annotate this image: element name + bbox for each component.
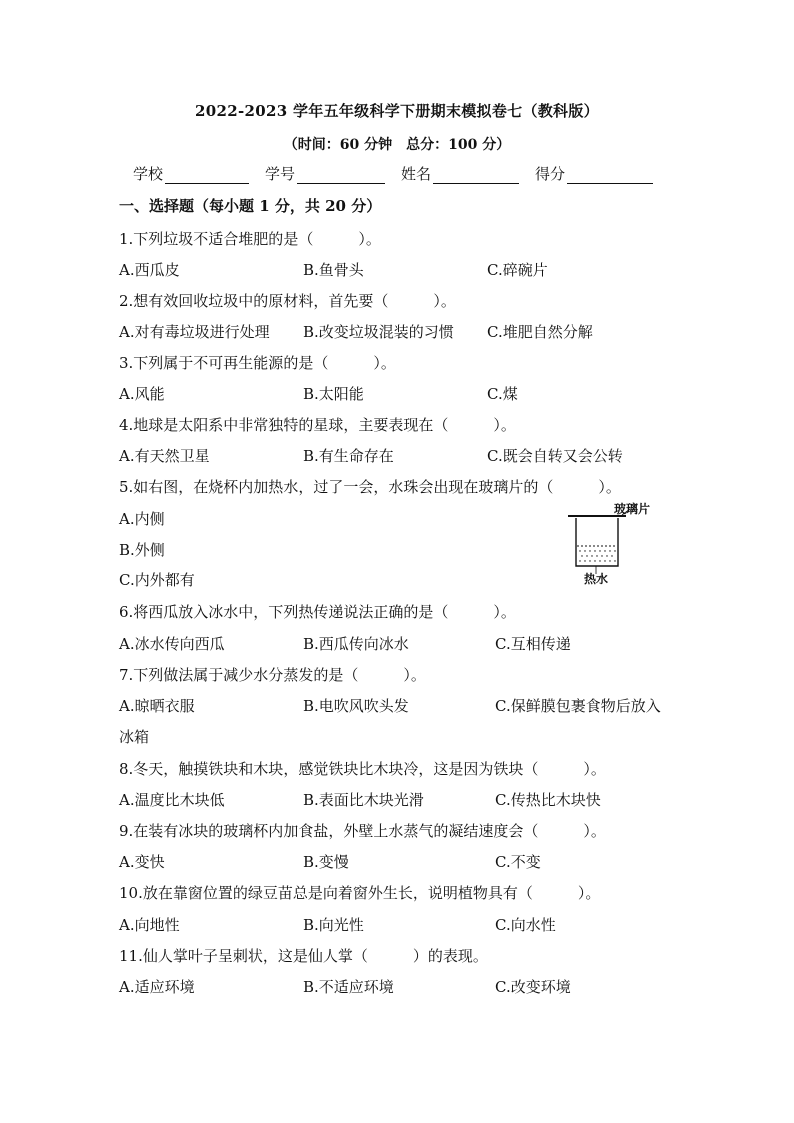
q6-option-b[interactable]: B.西瓜传向冰水 [303,635,409,653]
score-field [535,163,653,184]
score-label: 得分 [535,165,566,183]
question-10: 10.放在靠窗位置的绿豆苗总是向着窗外生长，说明植物具有（ ）。 [119,884,601,902]
question-9: 9.在装有冰块的玻璃杯内加食盐，外壁上水蒸气的凝结速度会（ ）。 [119,822,606,840]
score-blank[interactable] [567,166,653,184]
glass-plate-label: 玻璃片 [614,502,651,516]
question-8: 8.冬天，触摸铁块和木块，感觉铁块比木块冷，这是因为铁块（ ）。 [119,760,606,778]
q8-option-b[interactable]: B.表面比木块光滑 [303,791,424,809]
q2-option-a[interactable]: A.对有毒垃圾进行处理 [119,323,270,341]
q1-option-b[interactable]: B.鱼骨头 [303,261,364,279]
q1-option-c[interactable]: C.碎碗片 [487,261,548,279]
question-7: 7.下列做法属于减少水分蒸发的是（ ）。 [119,666,426,684]
exam-subtitle: （时间：60 分钟 总分：100 分） [283,137,511,153]
q6-option-c[interactable]: C.互相传递 [495,635,571,653]
q4-option-c[interactable]: C.既会自转又会公转 [487,447,623,465]
q2-option-b[interactable]: B.改变垃圾混装的习惯 [303,323,454,341]
q5-option-b[interactable]: B.外侧 [119,541,165,559]
question-11: 11.仙人掌叶子呈刺状，这是仙人掌（ ）的表现。 [119,947,488,965]
name-field [401,163,519,184]
q7-option-a[interactable]: A.晾晒衣服 [119,697,195,715]
q3-option-c[interactable]: C.煤 [487,385,518,403]
q11-option-b[interactable]: B.不适应环境 [303,978,394,996]
q9-option-a[interactable]: A.变快 [119,853,165,871]
q7-option-b[interactable]: B.电吹风吹头发 [303,697,409,715]
hot-water-label: 热水 [584,572,609,586]
student-id-label: 学号 [265,165,296,183]
question-3: 3.下列属于不可再生能源的是（ ）。 [119,354,396,372]
name-blank[interactable] [433,166,519,184]
name-label: 姓名 [401,165,432,183]
q4-option-b[interactable]: B.有生命存在 [303,447,394,465]
q1-option-a[interactable]: A.西瓜皮 [119,261,180,279]
q8-option-c[interactable]: C.传热比木块快 [495,791,601,809]
question-6: 6.将西瓜放入冰水中，下列热传递说法正确的是（ ）。 [119,603,516,621]
section-heading: 一、选择题（每小题 1 分，共 20 分） [119,197,382,215]
question-1: 1.下列垃圾不适合堆肥的是（ ）。 [119,230,381,248]
q3-option-a[interactable]: A.风能 [119,385,165,403]
q8-option-a[interactable]: A.温度比木块低 [119,791,225,809]
q7-option-c[interactable]: C.保鲜膜包裹食物后放入 [495,697,661,715]
student-id-field [265,163,385,184]
q10-option-c[interactable]: C.向水性 [495,916,556,934]
q5-option-c[interactable]: C.内外都有 [119,571,195,589]
school-label: 学校 [133,165,164,183]
q6-option-a[interactable]: A.冰水传向西瓜 [119,635,225,653]
student-info-row [133,163,669,184]
question-2: 2.想有效回收垃圾中的原材料，首先要（ ）。 [119,292,456,310]
q11-option-a[interactable]: A.适应环境 [119,978,195,996]
school-field [133,163,249,184]
q9-option-b[interactable]: B.变慢 [303,853,349,871]
q10-option-a[interactable]: A.向地性 [119,916,180,934]
question-5: 5.如右图，在烧杯内加热水，过了一会，水珠会出现在玻璃片的（ ）。 [119,478,621,496]
q5-option-a[interactable]: A.内侧 [119,510,165,528]
exam-title: 2022-2023 学年五年级科学下册期末模拟卷七（教科版） [195,102,599,120]
q4-option-a[interactable]: A.有天然卫星 [119,447,210,465]
q7-option-c-continuation: 冰箱 [119,728,150,746]
student-id-blank[interactable] [297,166,385,184]
q10-option-b[interactable]: B.向光性 [303,916,364,934]
question-4: 4.地球是太阳系中非常独特的星球，主要表现在（ ）。 [119,416,516,434]
q2-option-c[interactable]: C.堆肥自然分解 [487,323,593,341]
q11-option-c[interactable]: C.改变环境 [495,978,571,996]
q3-option-b[interactable]: B.太阳能 [303,385,364,403]
beaker-figure [560,500,660,588]
school-blank[interactable] [165,166,249,184]
q9-option-c[interactable]: C.不变 [495,853,541,871]
